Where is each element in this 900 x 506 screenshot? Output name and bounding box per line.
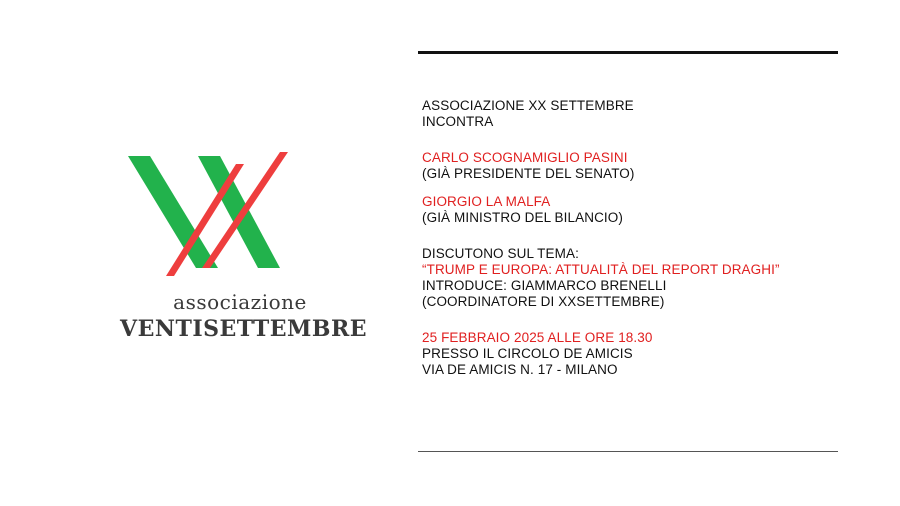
top-divider — [418, 51, 838, 54]
logo-text-ventisettembre: VENTISETTEMBRE — [120, 316, 367, 342]
speaker-2-role: (GIÀ MINISTRO DEL BILANCIO) — [422, 210, 623, 225]
event-venue: PRESSO IL CIRCOLO DE AMICIS — [422, 346, 633, 361]
organizer: ASSOCIAZIONE XX SETTEMBRE — [422, 98, 634, 113]
event-date-time: 25 FEBBRAIO 2025 ALLE ORE 18.30 — [422, 330, 653, 345]
bottom-divider — [418, 451, 838, 452]
topic-intro: DISCUTONO SUL TEMA: — [422, 246, 579, 261]
association-logo — [120, 150, 367, 350]
moderator-role: (COORDINATORE DI XXSETTEMBRE) — [422, 294, 665, 309]
speaker-1-name: CARLO SCOGNAMIGLIO PASINI — [422, 150, 628, 165]
topic-title: “TRUMP E EUROPA: ATTUALITÀ DEL REPORT DRAGHI” — [422, 262, 780, 277]
emblem-green-stroke-1 — [128, 156, 218, 268]
moderator: INTRODUCE: GIAMMARCO BRENELLI — [422, 278, 667, 293]
organizer-action: INCONTRA — [422, 114, 494, 129]
speaker-2-name: GIORGIO LA MALFA — [422, 194, 551, 209]
event-address: VIA DE AMICIS N. 17 - MILANO — [422, 362, 618, 377]
speaker-1-role: (GIÀ PRESIDENTE DEL SENATO) — [422, 166, 635, 181]
xx-emblem-icon — [120, 150, 360, 290]
event-details — [422, 98, 842, 378]
logo-text-associazione: associazione — [173, 290, 307, 314]
